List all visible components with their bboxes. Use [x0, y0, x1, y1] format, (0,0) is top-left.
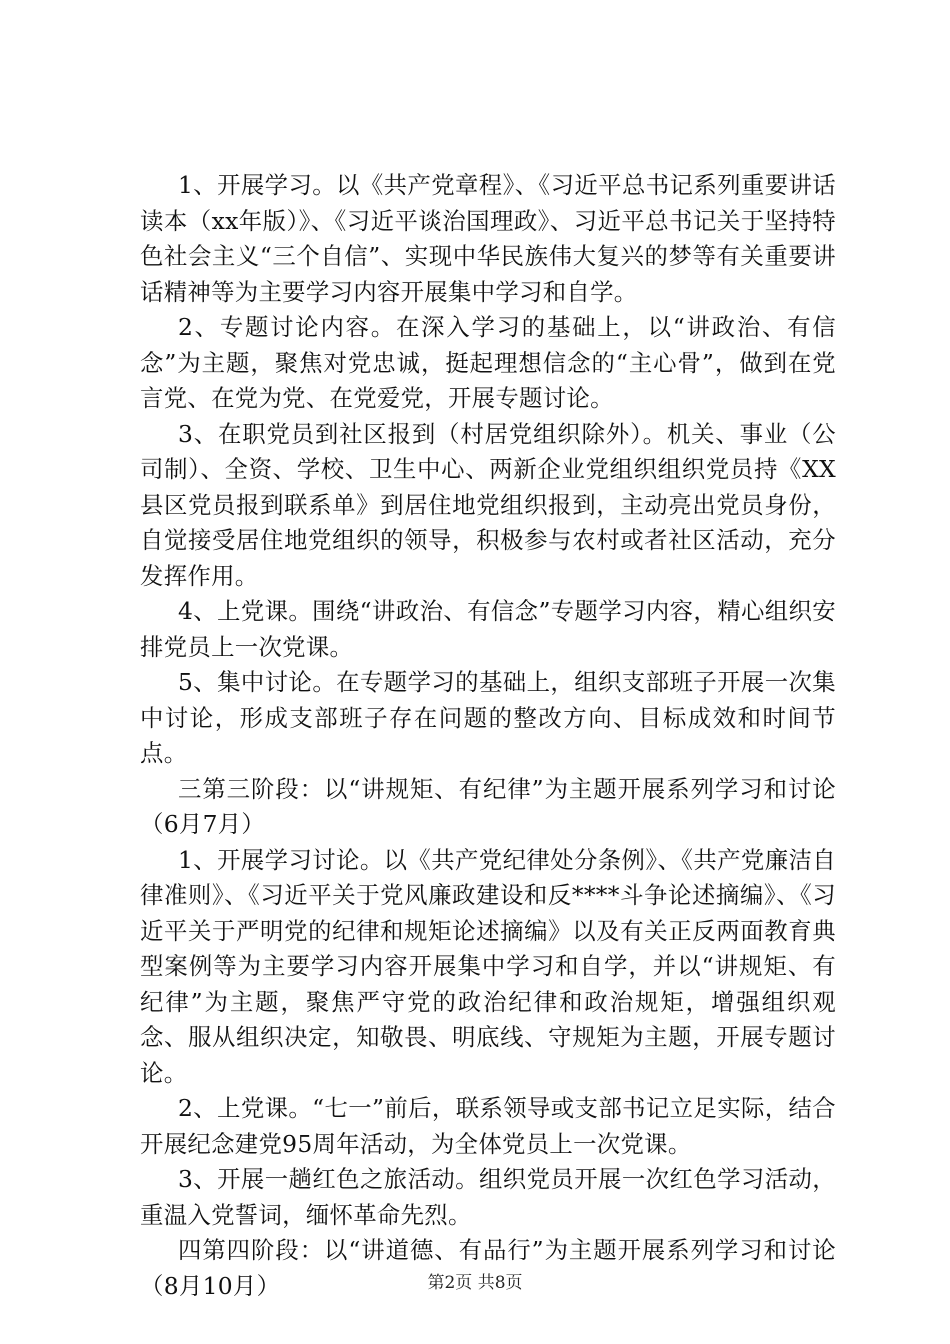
- paragraph-study-discussion: 1、开展学习讨论。以《共产党纪律处分条例》、《共产党廉洁自律准则》、《习近平关于党风廉政建设和反****斗争论述摘编》、《习近平关于严明党的纪律和规矩论述摘编》以及有关正反两面教育典型案例等为主要学习内容开展集中学习和自学，并以“讲规矩、有纪律”为主题，聚焦严守党的政治纪律和政治规矩，增强组织观念、服从组织决定，知敬畏、明底线、守规矩为主题，开展专题讨论。: [140, 845, 836, 1087]
- paragraph-july-lecture: 2、上党课。“七一”前后，联系领导或支部书记立足实际，结合开展纪念建党95周年活动，为全体党员上一次党课。: [140, 1094, 836, 1158]
- page-number-footer: 第2页 共8页: [427, 1273, 523, 1293]
- paragraph-community-report: 3、在职党员到社区报到（村居党组织除外）。机关、事业（公司制）、全资、学校、卫生中心、两新企业党组织组织党员持《XX县区党员报到联系单》到居住地党组织报到，主动亮出党员身份，自觉接受居住地党组织的领导，积极参与农村或者社区活动，充分发挥作用。: [140, 419, 836, 590]
- heading-stage-four: 四第四阶段：以“讲道德、有品行”为主题开展系列学习和讨论（8月10月）: [140, 1236, 836, 1300]
- paragraph-topic-discussion: 2、专题讨论内容。在深入学习的基础上，以“讲政治、有信念”为主题，聚焦对党忠诚，挺起理想信念的“主心骨”，做到在党言党、在党为党、在党爱党，开展专题讨论。: [140, 313, 836, 412]
- paragraph-group-discussion: 5、集中讨论。在专题学习的基础上，组织支部班子开展一次集中讨论，形成支部班子存在问题的整改方向、目标成效和时间节点。: [140, 668, 836, 767]
- paragraph-party-lecture: 4、上党课。围绕“讲政治、有信念”专题学习内容，精心组织安排党员上一次党课。: [140, 597, 836, 661]
- paragraph-red-tour: 3、开展一趟红色之旅活动。组织党员开展一次红色学习活动，重温入党誓词，缅怀革命先烈。: [140, 1165, 836, 1229]
- heading-stage-three: 三第三阶段：以“讲规矩、有纪律”为主题开展系列学习和讨论（6月7月）: [140, 774, 836, 838]
- document-body: [140, 168, 836, 1304]
- paragraph-study: 1、开展学习。以《共产党章程》、《习近平总书记系列重要讲话读本（xx年版）》、《习近平谈治国理政》、习近平总书记关于坚持特色社会主义“三个自信”、实现中华民族伟大复兴的梦等有关重要讲话精神等为主要学习内容开展集中学习和自学。: [140, 171, 836, 306]
